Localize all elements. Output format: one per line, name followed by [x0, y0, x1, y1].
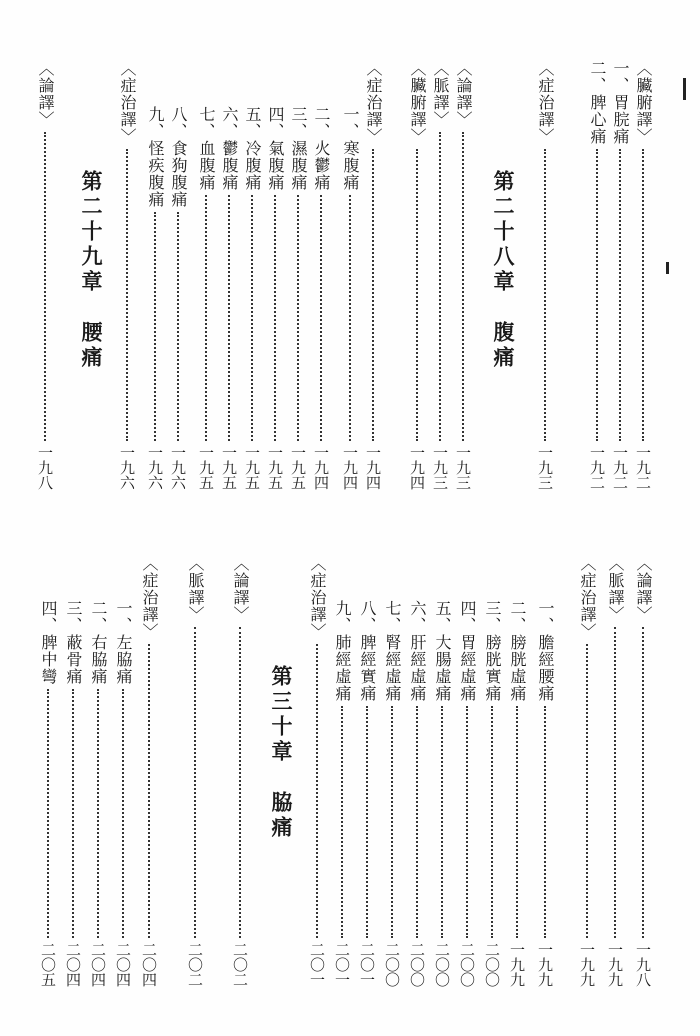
- toc-entry-bottom-right-1: 〈脈譯〉 一九九: [606, 555, 625, 987]
- toc-entry-top-left-9: 六、鬱腹痛 一九五: [220, 106, 239, 490]
- toc-entry-bottom-right-9: 七、腎經虛痛 二〇〇: [383, 600, 402, 987]
- toc-entry-top-right-1: 一、胃脘痛 一九二: [611, 60, 630, 490]
- scan-mark-top: [683, 78, 686, 100]
- toc-entry-bottom-left-2: 〈症治譯〉 二〇四: [140, 555, 159, 987]
- toc-entry-top-left-11: 八、食狗腹痛 一九六: [169, 106, 188, 490]
- toc-entry-bottom-right-11: 九、肺經虛痛 二〇一: [333, 600, 352, 987]
- toc-entry-top-left-edge: 〈論譯〉 一九八: [36, 60, 55, 490]
- toc-entry-top-left-13: 〈症治譯〉 一九六: [118, 60, 137, 490]
- chapter-28-heading: 第二十八章腹痛: [491, 170, 516, 371]
- toc-entry-top-left-10: 七、血腹痛 一九五: [197, 106, 216, 490]
- toc-entry-bottom-right-10: 八、脾經實痛 二〇一: [358, 600, 377, 987]
- toc-entry-bottom-right-12: 〈症治譯〉 二〇一: [308, 555, 327, 987]
- toc-entry-bottom-right-8: 六、肝經虛痛 二〇〇: [408, 600, 427, 987]
- toc-entry-top-right-2: 二、脾心痛 一九二: [588, 60, 607, 490]
- scan-mark-middle: [666, 262, 669, 274]
- toc-entry-bottom-right-2: 〈症治譯〉 一九九: [578, 555, 597, 987]
- toc-entry-top-left-7: 四、氣腹痛 一九五: [266, 106, 285, 490]
- toc-entry-bottom-left-6: 四、脾中彎 二〇五: [39, 600, 58, 987]
- toc-entry-bottom-left-5: 三、蔽骨痛 二〇四: [64, 600, 83, 987]
- chapter-29-heading: 第二十九章腰痛: [79, 170, 104, 371]
- toc-entry-top-left-12: 九、怪疾腹痛 一九六: [146, 106, 165, 490]
- toc-entry-top-left-2: 〈臟腑譯〉 一九四: [408, 60, 427, 490]
- toc-entry-bottom-right-7: 五、大腸虛痛 二〇〇: [433, 600, 452, 987]
- toc-entry-top-left-1: 〈脈譯〉 一九三: [431, 60, 450, 490]
- toc-entry-bottom-left-4: 二、右脇痛 二〇四: [89, 600, 108, 987]
- toc-entry-top-left-4: 一、寒腹痛 一九四: [341, 106, 360, 490]
- chapter-30-heading: 第三十章脇痛: [269, 665, 294, 841]
- toc-entry-top-left-8: 五、冷腹痛 一九五: [243, 106, 262, 490]
- toc-entry-top-right-0: 〈臟腑譯〉 一九二: [634, 60, 653, 490]
- toc-entry-bottom-right-3: 一、膽經腰痛 一九九: [536, 600, 555, 987]
- toc-entry-top-left-5: 二、火鬱痛 一九四: [312, 106, 331, 490]
- toc-entry-top-left-6: 三、濕腹痛 一九五: [289, 106, 308, 490]
- toc-entry-bottom-left-1: 〈脈譯〉 二〇二: [186, 555, 205, 987]
- toc-entry-top-left-0: 〈論譯〉 一九三: [454, 60, 473, 490]
- toc-entry-bottom-right-0: 〈論譯〉 一九八: [634, 555, 653, 987]
- toc-entry-bottom-right-4: 二、膀胱虛痛 一九九: [508, 600, 527, 987]
- toc-entry-top-left-3: 〈症治譯〉 一九四: [364, 60, 383, 490]
- toc-entry-bottom-right-5: 三、膀胱實痛 二〇〇: [483, 600, 502, 987]
- toc-entry-bottom-left-0: 〈論譯〉 二〇二: [231, 555, 250, 987]
- toc-entry-bottom-left-3: 一、左脇痛 二〇四: [114, 600, 133, 987]
- toc-entry-top-right-3: 〈症治譯〉 一九三: [536, 60, 555, 490]
- toc-entry-bottom-right-6: 四、胃經虛痛 二〇〇: [458, 600, 477, 987]
